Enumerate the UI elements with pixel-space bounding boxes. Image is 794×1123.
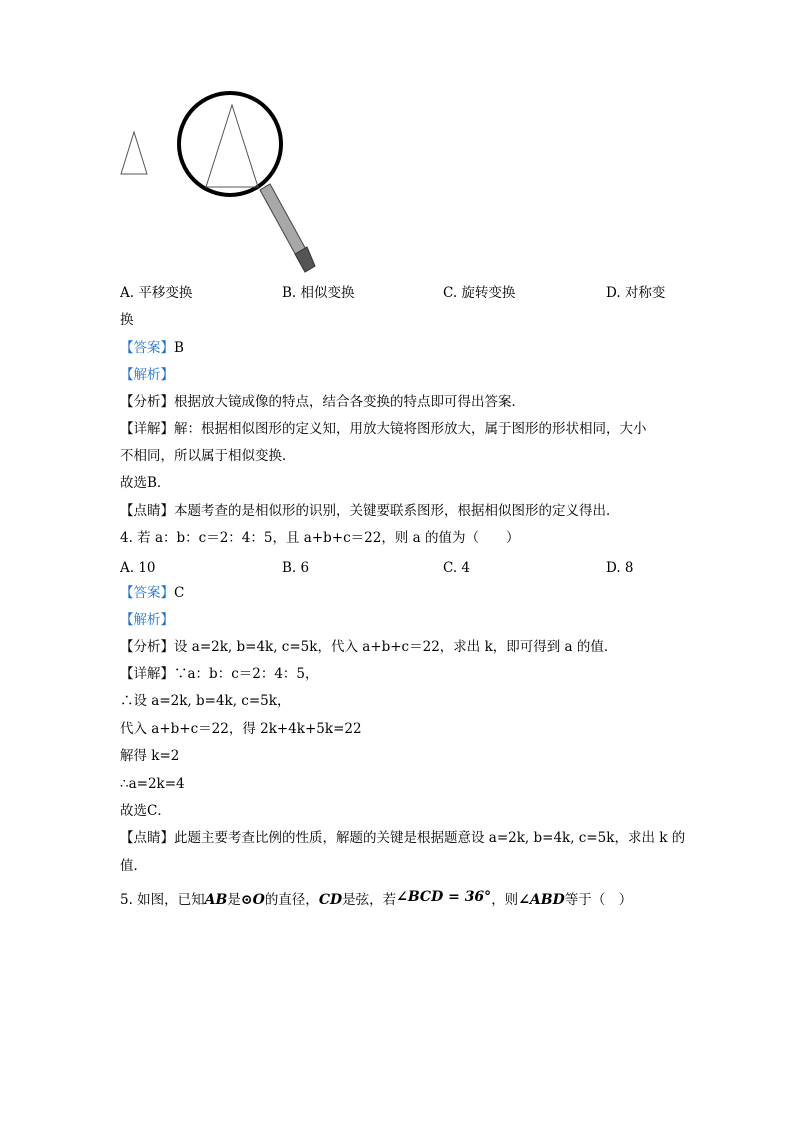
q5-diameter: 的直径， bbox=[264, 892, 319, 908]
q4-option-b[interactable]: B. 6 bbox=[282, 560, 310, 576]
magnifier-figure bbox=[110, 88, 330, 278]
q3-choose: 故选B． bbox=[120, 475, 171, 491]
q4-detail-5: ∴a=2k=4 bbox=[120, 776, 185, 792]
q3-option-a[interactable]: A. 平移变换 bbox=[120, 285, 193, 301]
q5-stem bbox=[120, 891, 632, 909]
magnifier-handle bbox=[260, 184, 315, 272]
q3-option-d-wrap: 换 bbox=[120, 312, 134, 328]
q4-detail-1: 【详解】∵a：b：c＝2：4：5， bbox=[120, 666, 319, 682]
angle-abd: ∠ABD bbox=[518, 892, 565, 908]
q5-is: 是 bbox=[227, 892, 241, 908]
q4-detail-3: 代入 a+b+c＝22，得 2k+4k+5k=22 bbox=[120, 721, 362, 737]
q4-comment-line1: 【点睛】此题主要考查比例的性质，解题的关键是根据题意设 a=2k, b=4k, c=5k，求出 k 的 bbox=[120, 830, 686, 846]
q5-then: ，则 bbox=[491, 892, 519, 908]
q4-detail-2: ∴设 a=2k, b=4k, c=5k， bbox=[120, 693, 291, 709]
q4-stem: 4. 若 a：b：c＝2：4：5，且 a+b+c＝22，则 a 的值为（ ） bbox=[120, 530, 520, 546]
q4-fenxi: 【分析】设 a=2k, b=4k, c=5k，代入 a+b+c＝22，求出 k，即可得到 a 的值． bbox=[120, 639, 618, 655]
q5-prefix: 5. 如图，已知 bbox=[120, 892, 205, 908]
segment-cd: CD bbox=[318, 892, 343, 908]
q3-analysis-tag: 【解析】 bbox=[120, 367, 174, 383]
q3-fenxi: 【分析】根据放大镜成像的特点，结合各变换的特点即可得出答案． bbox=[120, 394, 525, 410]
magnifier-lens bbox=[179, 93, 281, 195]
q3-detail-line1: 【详解】解：根据相似图形的定义知，用放大镜将图形放大，属于图形的形状相同，大小 bbox=[120, 421, 647, 437]
answer-tag: 【答案】 bbox=[120, 585, 174, 601]
segment-ab: AB bbox=[204, 892, 228, 908]
q4-answer bbox=[120, 584, 184, 602]
q4-choose: 故选C． bbox=[120, 803, 171, 819]
q3-detail-line2: 不相同，所以属于相似变换． bbox=[120, 448, 296, 464]
q5-equals: 等于（ ） bbox=[564, 892, 633, 908]
q3-option-d[interactable]: D. 对称变 bbox=[606, 285, 666, 301]
q4-option-d[interactable]: D. 8 bbox=[606, 560, 634, 576]
q4-analysis-tag: 【解析】 bbox=[120, 612, 174, 628]
q4-detail-4: 解得 k=2 bbox=[120, 748, 180, 764]
answer-value: C bbox=[174, 585, 185, 601]
q3-option-b[interactable]: B. 相似变换 bbox=[282, 285, 355, 301]
q3-answer bbox=[120, 339, 184, 357]
angle-bcd: ∠BCD = 36° bbox=[396, 889, 492, 905]
q3-comment: 【点睛】本题考查的是相似形的识别，关键要联系图形，根据相似图形的定义得出． bbox=[120, 503, 620, 519]
q4-option-a[interactable]: A. 10 bbox=[120, 560, 156, 576]
q3-option-c[interactable]: C. 旋转变换 bbox=[443, 285, 516, 301]
q4-comment-line2: 值． bbox=[120, 858, 147, 874]
q4-option-c[interactable]: C. 4 bbox=[443, 560, 471, 576]
circle-o: ⊙O bbox=[240, 892, 265, 908]
small-triangle bbox=[121, 132, 147, 174]
answer-value: B bbox=[174, 340, 184, 356]
answer-tag: 【答案】 bbox=[120, 340, 174, 356]
q5-chord: 是弦，若 bbox=[342, 892, 397, 908]
